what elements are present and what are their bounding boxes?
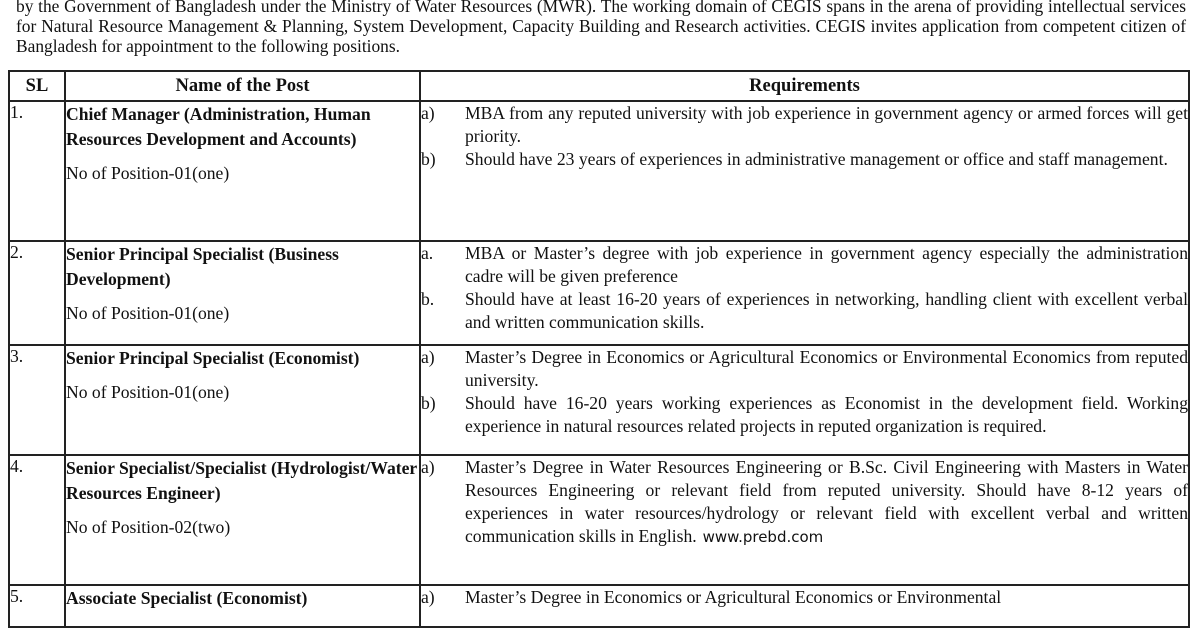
position-count: No of Position-02(two) <box>66 517 231 537</box>
table-row <box>9 345 1189 455</box>
position-count: No of Position-01(one) <box>66 382 230 402</box>
requirement-text: MBA or Master’s degree with job experience in government agency especially the administration cadre will be given preference <box>465 243 1188 286</box>
requirements-cell <box>420 585 1189 627</box>
requirement-text: Should have at least 16-20 years of experiences in networking, handling client with excellent verbal and written communication skills. <box>465 289 1188 332</box>
post-cell <box>65 455 420 585</box>
post-name: Senior Specialist/Specialist (Hydrologist/Water Resources Engineer) <box>66 458 417 503</box>
row-sl: 1. <box>9 101 65 241</box>
row-sl: 2. <box>9 241 65 345</box>
post-cell <box>65 345 420 455</box>
requirement-item <box>421 586 1188 609</box>
requirement-item <box>421 288 1188 334</box>
post-name: Associate Specialist (Economist) <box>66 588 308 608</box>
requirement-item <box>421 148 1188 171</box>
requirement-label: b) <box>421 149 436 169</box>
requirement-label: a) <box>421 457 435 477</box>
requirements-cell <box>420 345 1189 455</box>
requirement-label: a) <box>421 587 435 607</box>
table-row <box>9 101 1189 241</box>
requirement-item <box>421 346 1188 392</box>
table-row <box>9 585 1189 627</box>
requirement-text <box>465 456 1188 549</box>
requirement-label: a. <box>421 243 434 263</box>
position-count: No of Position-01(one) <box>66 303 230 323</box>
requirement-label: b) <box>421 393 436 413</box>
header-requirements: Requirements <box>420 71 1189 101</box>
requirement-item <box>421 392 1188 438</box>
intro-text: by the Government of Bangladesh under the Ministry of Water Resources (MWR). The working domain of CEGIS spans in the arena of providing intellectual services for Natural Resource Management & Planning, System Development, Capacity Building and Research activities. CEGIS invites application from competent citizen of Bangladesh for appointment to the following positions. <box>16 0 1186 56</box>
post-name: Chief Manager (Administration, Human Resources Development and Accounts) <box>66 104 371 149</box>
post-cell <box>65 585 420 627</box>
requirement-label: b. <box>421 289 435 309</box>
requirement-label: a) <box>421 103 435 123</box>
positions-table <box>8 70 1190 628</box>
post-cell <box>65 241 420 345</box>
post-name: Senior Principal Specialist (Business Development) <box>66 244 339 289</box>
requirement-text: Master’s Degree in Economics or Agricultural Economics or Environmental Economics from reputed university. <box>465 347 1188 390</box>
header-sl: SL <box>9 71 65 101</box>
position-count: No of Position-01(one) <box>66 163 230 183</box>
header-post: Name of the Post <box>65 71 420 101</box>
requirements-cell <box>420 101 1189 241</box>
requirement-text: Master’s Degree in Economics or Agricultural Economics or Environmental <box>465 587 1002 607</box>
requirement-label: a) <box>421 347 435 367</box>
requirement-item <box>421 102 1188 148</box>
table-row <box>9 455 1189 585</box>
table-row <box>9 241 1189 345</box>
requirement-text: Should have 16-20 years working experiences as Economist in the development field. Working experience in natural resources related projects in reputed organization is required. <box>465 393 1188 436</box>
post-name: Senior Principal Specialist (Economist) <box>66 348 360 368</box>
requirement-text: Should have 23 years of experiences in administrative management or office and staff management. <box>465 149 1168 169</box>
requirement-text: MBA from any reputed university with job experience in government agency or armed forces will get priority. <box>465 103 1188 146</box>
intro-paragraph <box>16 0 1186 56</box>
requirement-text-body: Master’s Degree in Water Resources Engineering or B.Sc. Civil Engineering with Masters in Water Resources Engineering or relevant field from reputed university. Should have 8-12 years of experiences in water resources/hydrology or relevant field with excellent verbal and written communication skills in English. <box>465 457 1188 546</box>
post-cell <box>65 101 420 241</box>
row-sl: 5. <box>9 585 65 627</box>
requirements-cell <box>420 455 1189 585</box>
watermark-text: www.prebd.com <box>702 528 824 546</box>
requirement-item <box>421 456 1188 549</box>
table-header-row <box>9 71 1189 101</box>
requirement-item <box>421 242 1188 288</box>
requirements-cell <box>420 241 1189 345</box>
row-sl: 4. <box>9 455 65 585</box>
row-sl: 3. <box>9 345 65 455</box>
